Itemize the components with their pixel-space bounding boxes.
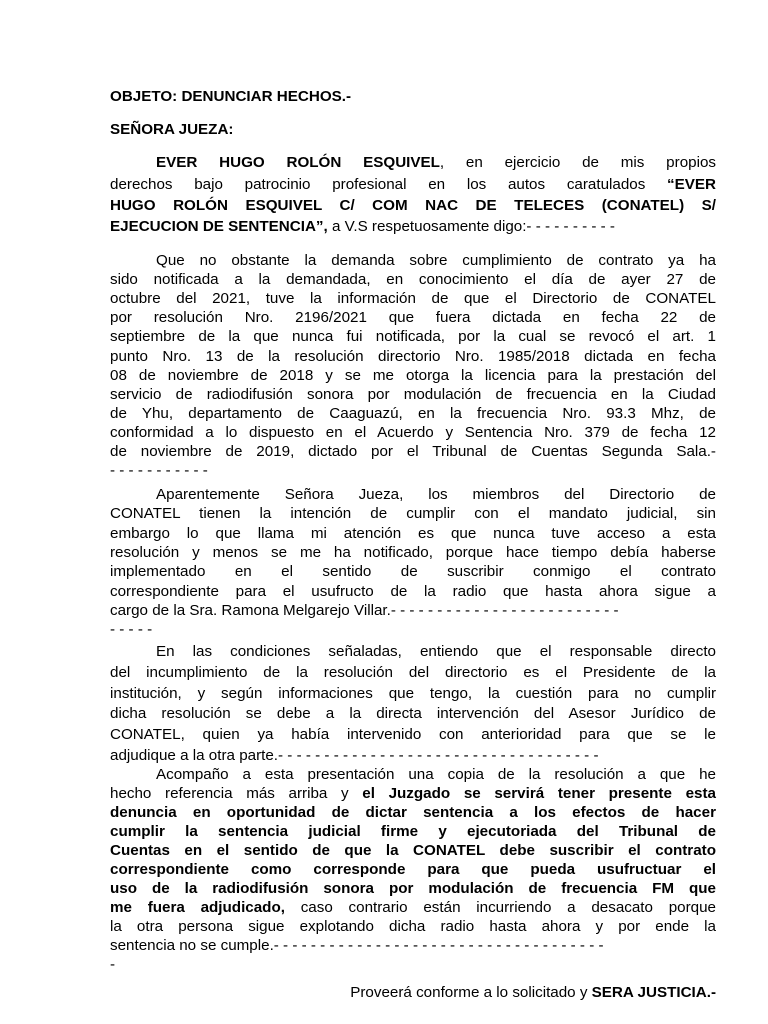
intro-line (110, 175, 716, 194)
paragraph-line: punto Nro. 13 de la resolución directorio Nro. 1985/2018 dictada en fecha (110, 347, 716, 365)
petitioner-name: EVER HUGO ROLÓN ESQUIVEL (156, 154, 440, 171)
paragraph-line: En las condiciones señaladas, entiendo que el responsable directo (156, 643, 716, 660)
paragraph-line (110, 822, 716, 841)
paragraph-line: CONATEL tienen la intención de cumplir con el mandato judicial, sin (110, 505, 716, 523)
intro-line (110, 153, 716, 172)
paragraph-line: dicha resolución se debe a la directa intervención del Asesor Jurídico de (110, 705, 716, 723)
paragraph-line: de noviembre de 2019, dictado por el Tribunal de Cuentas Segunda Sala.- (110, 443, 716, 460)
paragraph-2 (110, 485, 716, 637)
paragraph-line: octubre del 2021, tuve la información de que el Directorio de CONATEL (110, 290, 716, 308)
salutation: SEÑORA JUEZA: (110, 121, 234, 138)
paragraph-line: del incumplimiento de la resolución del directorio es el Presidente de la (110, 663, 716, 681)
paragraph-line: 08 de noviembre de 2018 y se me otorga la licencia para la prestación del (110, 366, 716, 384)
paragraph-line: sentencia no se cumple.- - - - - - - - - - - - - - - - - - - - - - - - - - - - - - - - - - - - (110, 937, 604, 954)
paragraph-line (110, 803, 716, 822)
paragraph-line: servicio de radiodifusión sonora por modulación de frecuencia en la Ciudad (110, 385, 716, 403)
paragraph-line: implementado en el sentido de suscribir conmigo el contrato (110, 563, 716, 581)
case-title: “EVER (667, 176, 716, 193)
paragraph-line: - (110, 956, 116, 973)
emphasis-text: el Juzgado se servirá tener presente esta (362, 785, 716, 802)
intro-text: a V.S respetuosamente digo:- - - - - - - - - - (327, 218, 615, 235)
paragraph-line: CONATEL, quien ya había intervenido con anterioridad para que se le (110, 726, 716, 744)
paragraph-line: embargo lo que llama mi atención es que nunca tuve acceso a esta (110, 524, 716, 542)
paragraph-line: de Yhu, departamento de Caaguazú, en la frecuencia Nro. 93.3 Mhz, de (110, 404, 716, 422)
paragraph-line: sido notificada a la demandada, en conocimiento el día de ayer 27 de (110, 271, 716, 289)
emphasis-text: cumplir la sentencia judicial firme y ejecutoriada del Tribunal de (110, 823, 716, 840)
emphasis-text: correspondiente como corresponde para que pueda usufructuar el (110, 861, 716, 878)
case-title: EJECUCION DE SENTENCIA”, (110, 218, 328, 235)
paragraph-line: Que no obstante la demanda sobre cumplimiento de contrato ya ha (156, 252, 716, 269)
emphasis-text: me fuera adjudicado, (110, 899, 285, 916)
paragraph-line: - - - - - - - - - - - (110, 462, 208, 480)
paragraph-line (110, 841, 716, 860)
paragraph-text: caso contrario están incurriendo a desacato porque (284, 899, 716, 916)
emphasis-text: denuncia en oportunidad de dictar sentencia a los efectos de hacer (110, 804, 716, 821)
intro-paragraph (110, 153, 716, 233)
case-title: HUGO ROLÓN ESQUIVEL C/ COM NAC DE TELECES (CONATEL) S/ (110, 197, 716, 214)
paragraph-line: Acompaño a esta presentación una copia de la resolución a que he (156, 766, 716, 783)
paragraph-line: septiembre de la que nunca fui notificada, por la cual se revocó el art. 1 (110, 328, 716, 346)
closing-text: Proveerá conforme a lo solicitado y (350, 984, 592, 1001)
closing-emphasis: SERA JUSTICIA.- (591, 984, 716, 1001)
paragraph-line: - - - - - (110, 621, 153, 639)
paragraph-text: hecho referencia más arriba y (110, 785, 363, 802)
paragraph-line (110, 879, 716, 898)
paragraph-1 (110, 251, 716, 481)
paragraph-line (110, 860, 716, 879)
paragraph-4 (110, 765, 716, 975)
paragraph-line (110, 898, 716, 917)
intro-text: derechos bajo patrocinio profesional en los autos caratulados (110, 176, 668, 193)
paragraph-line: institución, y según informaciones que tengo, la cuestión para no cumplir (110, 684, 716, 702)
intro-line (110, 217, 716, 236)
paragraph-3 (110, 642, 716, 764)
paragraph-line: por resolución Nro. 2196/2021 que fuera dictada en fecha 22 de (110, 309, 716, 327)
intro-text: , en ejercicio de mis propios (439, 154, 716, 171)
intro-line (110, 196, 716, 215)
closing-line (110, 984, 716, 1001)
paragraph-line: resolución y menos se me ha notificado, porque hace tiempo debía haberse (110, 543, 716, 561)
paragraph-line: cargo de la Sra. Ramona Melgarejo Villar.- - - - - - - - - - - - - - - - - - - - - - - - - (110, 601, 619, 619)
paragraph-line: la otra persona sigue explotando dicha radio hasta ahora y por ende la (110, 918, 716, 935)
objeto-heading: OBJETO: DENUNCIAR HECHOS.- (110, 88, 352, 105)
emphasis-text: Cuentas en el sentido de que la CONATEL debe suscribir el contrato (110, 842, 716, 859)
paragraph-line (110, 784, 716, 803)
emphasis-text: uso de la radiodifusión sonora por modulación de frecuencia FM que (110, 880, 716, 897)
paragraph-line: correspondiente para el usufructo de la radio que hasta ahora sigue a (110, 582, 716, 600)
paragraph-line: conformidad a lo dispuesto en el Acuerdo y Sentencia Nro. 379 de fecha 12 (110, 423, 716, 441)
paragraph-line: Aparentemente Señora Jueza, los miembros del Directorio de (156, 486, 716, 503)
paragraph-line: adjudique a la otra parte.- - - - - - - - - - - - - - - - - - - - - - - - - - - - - - - - - - - (110, 747, 599, 764)
